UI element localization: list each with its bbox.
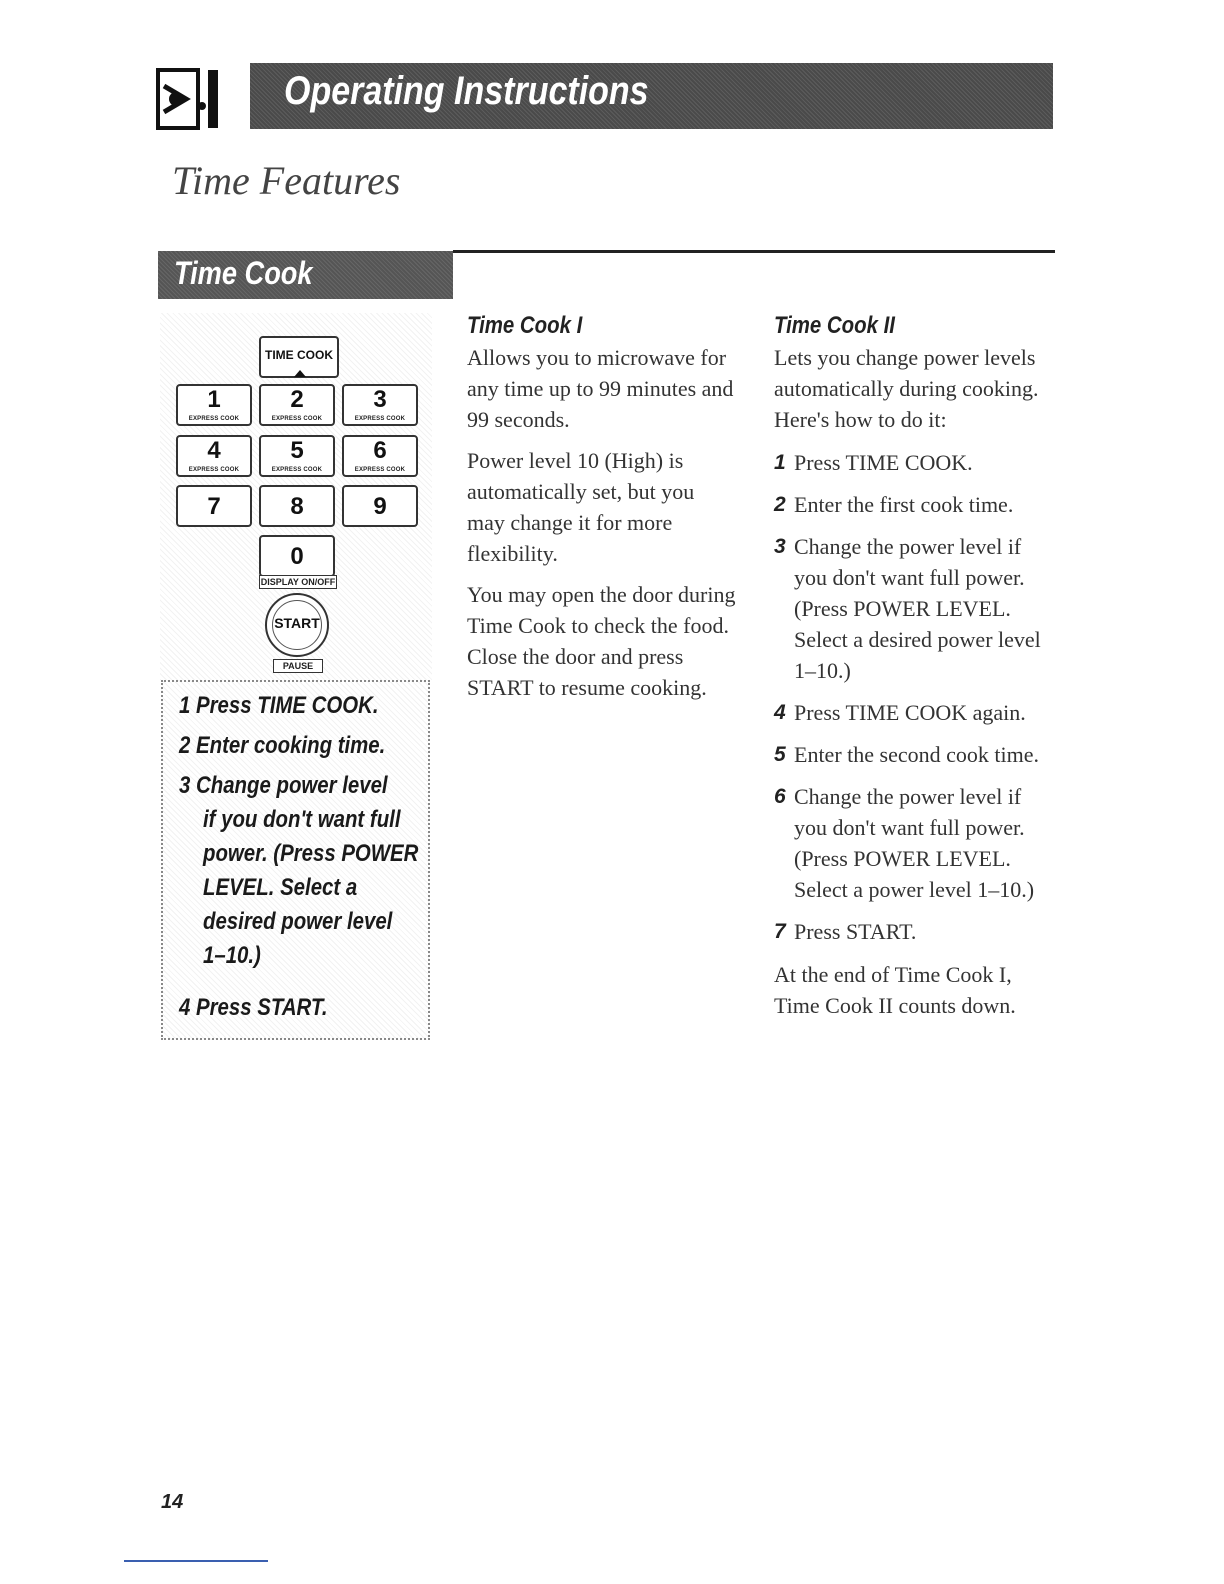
step-text: Enter the second cook time. <box>794 742 1039 767</box>
key-number: 1 <box>207 386 221 413</box>
step-text: Enter the first cook time. <box>794 492 1014 517</box>
step-text: Press TIME COOK. <box>794 450 973 475</box>
step-number: 7 <box>774 920 786 943</box>
time-cook-2-body <box>774 342 1054 1021</box>
key-sublabel: EXPRESS COOK <box>188 416 240 422</box>
paragraph: You may open the door during Time Cook to check the food. Close the door and press START to resume cooking. <box>467 582 736 700</box>
key-number: 9 <box>373 493 387 520</box>
microwave-logo-icon <box>156 68 222 130</box>
key-6 <box>342 435 418 477</box>
key-number: 3 <box>373 386 387 413</box>
step-number: 6 <box>774 785 786 808</box>
key-4 <box>176 435 252 477</box>
start-key-label: START <box>274 615 320 631</box>
section-divider <box>453 250 1055 253</box>
step-item <box>774 697 1054 728</box>
step-text: Press TIME COOK again. <box>794 700 1026 725</box>
quick-step-line: desired power level <box>203 908 393 935</box>
intro-paragraph: Lets you change power levels automatically during cooking. Here's how to do it: <box>774 345 1039 432</box>
quick-step-line: 2 Enter cooking time. <box>179 732 386 759</box>
key-sublabel: EXPRESS COOK <box>354 467 406 473</box>
step-text: Change the power level if you don't want full power. (Press POWER LEVEL. Select a power level 1–10.) <box>794 784 1035 902</box>
key-number: 6 <box>373 437 387 464</box>
key-0 <box>259 535 335 577</box>
key-number: 0 <box>290 543 304 570</box>
key-sublabel: EXPRESS COOK <box>271 467 323 473</box>
keypad-illustration <box>160 313 432 680</box>
paragraph: Power level 10 (High) is automatically set, but you may change it for more flexibility. <box>467 448 695 566</box>
paragraph: Allows you to microwave for any time up to 99 minutes and 99 seconds. <box>467 345 734 432</box>
key-sublabel: EXPRESS COOK <box>188 467 240 473</box>
header-banner <box>250 63 1053 129</box>
quick-step-line: power. (Press POWER <box>203 840 419 867</box>
page-title: Time Features <box>172 158 401 203</box>
quick-step-line: LEVEL. Select a <box>203 874 358 901</box>
quick-steps-box <box>161 680 430 1040</box>
time-cook-1-heading: Time Cook I <box>467 312 583 339</box>
step-number: 4 <box>774 701 786 724</box>
key-number: 5 <box>290 437 304 464</box>
key-5 <box>259 435 335 477</box>
step-item <box>774 531 1054 686</box>
step-number: 5 <box>774 743 786 766</box>
key-number: 4 <box>207 437 221 464</box>
closing-paragraph: At the end of Time Cook I, Time Cook II counts down. <box>774 962 1016 1018</box>
key-3 <box>342 384 418 426</box>
time-cook-1-column <box>467 312 737 713</box>
key-2 <box>259 384 335 426</box>
key-sublabel: EXPRESS COOK <box>271 416 323 422</box>
key-7 <box>176 485 252 527</box>
key-number: 2 <box>290 386 304 413</box>
time-cook-2-column <box>774 312 1054 1031</box>
step-item <box>774 916 1054 947</box>
key-1 <box>176 384 252 426</box>
time-cook-2-heading: Time Cook II <box>774 312 895 339</box>
quick-step-line: 4 Press START. <box>179 994 328 1021</box>
arrow-up-icon <box>294 370 306 377</box>
step-number: 2 <box>774 493 786 516</box>
step-item <box>774 781 1054 905</box>
key-number: 8 <box>290 493 304 520</box>
key-8 <box>259 485 335 527</box>
key-sublabel: EXPRESS COOK <box>354 416 406 422</box>
quick-step-line: 1–10.) <box>203 942 261 969</box>
step-item <box>774 739 1054 770</box>
footer-divider <box>124 1560 268 1562</box>
display-on-off-label: DISPLAY ON/OFF <box>260 577 336 587</box>
key-number: 7 <box>207 493 221 520</box>
header-title: Operating Instructions <box>284 69 649 113</box>
pause-label: PAUSE <box>273 659 323 673</box>
time-cook-key-label: TIME COOK <box>265 348 333 362</box>
step-item <box>774 489 1054 520</box>
quick-step-line: if you don't want full <box>203 806 401 833</box>
step-text: Press START. <box>794 919 917 944</box>
start-key <box>265 593 329 657</box>
section-title: Time Cook <box>174 255 313 291</box>
time-cook-1-body <box>467 342 737 703</box>
key-9 <box>342 485 418 527</box>
quick-step-line: 1 Press TIME COOK. <box>179 692 379 719</box>
step-number: 3 <box>774 535 786 558</box>
page-number: 14 <box>161 1491 184 1513</box>
step-item <box>774 447 1054 478</box>
step-number: 1 <box>774 451 786 474</box>
section-tab <box>158 251 453 299</box>
quick-step-line: 3 Change power level <box>179 772 388 799</box>
step-text: Change the power level if you don't want full power. (Press POWER LEVEL. Select a desired power level 1–10.) <box>794 534 1041 683</box>
